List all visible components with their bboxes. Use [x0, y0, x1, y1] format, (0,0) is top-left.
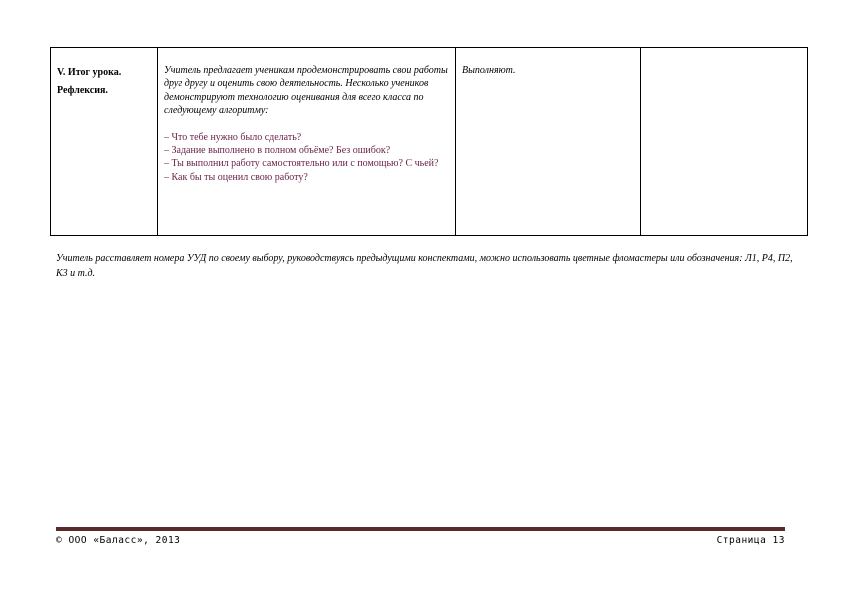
question-4: – Как бы ты оценил свою работу?: [164, 171, 308, 183]
stage-title-line-1: V. Итог урока.: [57, 67, 122, 78]
footer-rule: [56, 527, 785, 531]
empty-cell: [641, 48, 808, 236]
lesson-table: [50, 47, 808, 236]
footer-copyright: © ООО «Баласс», 2013: [56, 535, 181, 546]
pupil-activity-cell: [456, 48, 641, 236]
footer-page-number: Страница 13: [716, 535, 785, 546]
spacer: [164, 118, 450, 131]
teacher-intro: Учитель предлагает ученикам продемонстрировать свои работы друг другу и оценить свою деятельность. Несколько учеников демонстрируют технологию оценивания для всего класса по следующему алгоритму:: [164, 65, 448, 117]
question-1: – Что тебе нужно было сделать?: [164, 131, 302, 143]
stage-title-line-2: Рефлексия.: [57, 85, 108, 96]
question-3: – Ты выполнил работу самостоятельно или с помощью? С чьей?: [164, 158, 439, 170]
teacher-note: Учитель расставляет номера УУД по своему выбору, руководствуясь предыдущими конспектами, можно использовать цветные фломастеры или обозначения: Л1, Р4, П2, К3 и т.д.: [56, 253, 793, 279]
table-row: [51, 48, 808, 236]
question-2: – Задание выполнено в полном объёме? Без ошибок?: [164, 145, 391, 157]
stage-cell: [51, 48, 158, 236]
teacher-activity-cell: [158, 48, 456, 236]
pupil-activity: Выполняют.: [462, 65, 516, 76]
